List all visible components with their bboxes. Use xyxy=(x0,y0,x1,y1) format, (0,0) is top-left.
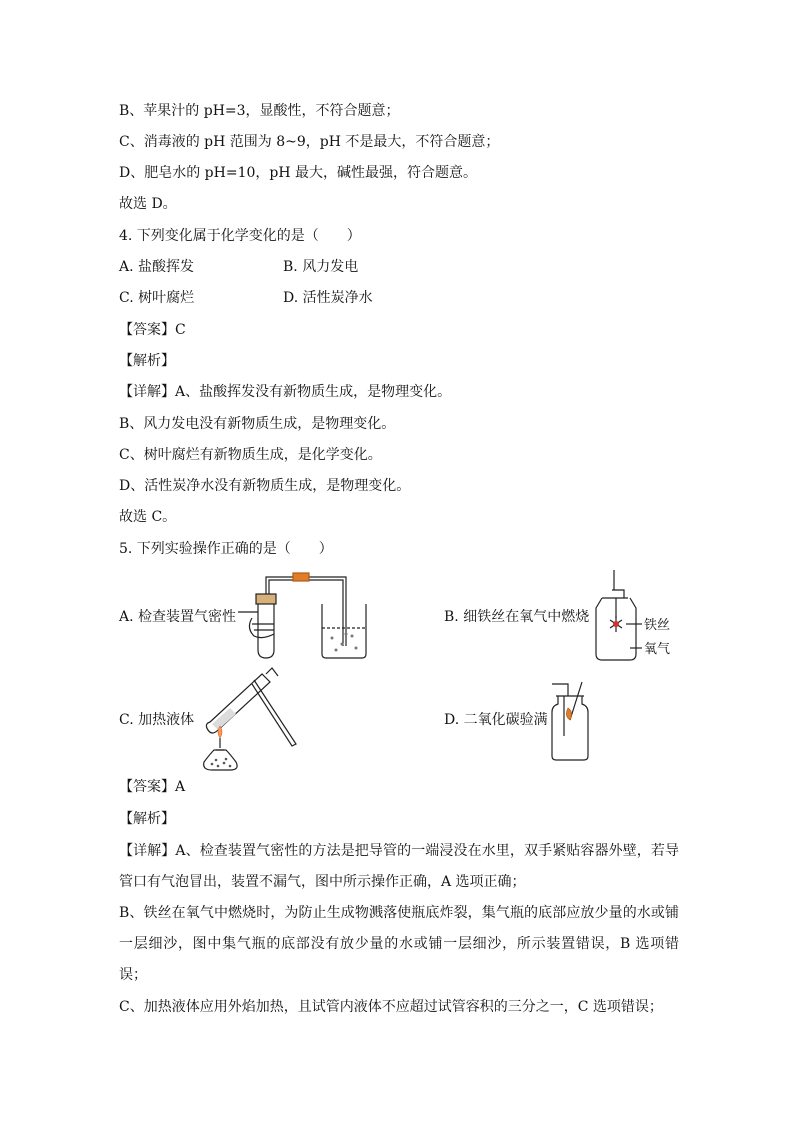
q5-stem: 5. 下列实验操作正确的是（ ） xyxy=(119,541,333,557)
q4-conclusion: 故选 C。 xyxy=(119,509,177,525)
q4-option-d: D. 活性炭净水 xyxy=(283,290,373,306)
q4-answer: 【答案】C xyxy=(119,322,186,338)
q4-option-a: A. 盐酸挥发 xyxy=(119,259,195,275)
figure-co2-full-test xyxy=(548,676,594,762)
q4-stem: 4. 下列变化属于化学变化的是（ ） xyxy=(119,228,361,244)
figure-b-label-wire: 铁丝 xyxy=(644,618,671,633)
figure-iron-wire-combustion xyxy=(590,568,680,663)
prev-conclusion: 故选 D。 xyxy=(119,196,177,212)
q5-option-b: B. 细铁丝在氧气中燃烧 xyxy=(444,609,590,625)
prev-analysis-b: B、苹果汁的 pH=3，显酸性，不符合题意； xyxy=(119,103,400,119)
q5-option-d: D. 二氧化碳验满 xyxy=(444,712,548,728)
q4-detail-c: C、树叶腐烂有新物质生成，是化学变化。 xyxy=(119,447,382,463)
q4-detail-d: D、活性炭净水没有新物质生成，是物理变化。 xyxy=(119,478,411,494)
q4-analysis-title: 【解析】 xyxy=(119,353,175,369)
q5-detail-c: C、加热液体应用外焰加热，且试管内液体不应超过试管容积的三分之一，C 选项错误； xyxy=(119,999,663,1015)
q5-detail-a: 【详解】A、检查装置气密性的方法是把导管的一端浸没在水里，双手紧贴容器外壁，若导管口有气泡冒出，装置不漏气，图中所示操作正确，A 选项正确； xyxy=(119,843,679,890)
prev-analysis-c: C、消毒液的 pH 范围为 8~9，pH 不是最大，不符合题意； xyxy=(119,134,500,150)
q5-option-c: C. 加热液体 xyxy=(119,712,195,728)
q4-option-b: B. 风力发电 xyxy=(283,259,359,275)
q5-option-a: A. 检查装置气密性 xyxy=(119,609,237,625)
q5-detail-b: B、铁丝在氧气中燃烧时，为防止生成物溅落使瓶底炸裂，集气瓶的底部应放少量的水或铺一层细沙，图中集气瓶的底部没有放少量的水或铺一层细沙，所示装置错误，B 选项错误； xyxy=(119,905,679,983)
q4-option-c: C. 树叶腐烂 xyxy=(119,290,195,306)
figure-airtightness-check xyxy=(238,570,378,662)
q4-detail-b: B、风力发电没有新物质生成，是物理变化。 xyxy=(119,416,396,432)
q4-detail-a: 【详解】A、盐酸挥发没有新物质生成，是物理变化。 xyxy=(119,384,452,400)
prev-analysis-d: D、肥皂水的 pH=10，pH 最大，碱性最强，符合题意。 xyxy=(119,165,478,181)
q5-answer: 【答案】A xyxy=(119,779,186,795)
q5-analysis-title: 【解析】 xyxy=(119,811,175,827)
figure-b-label-oxygen: 氧气 xyxy=(644,642,671,657)
figure-heating-liquid xyxy=(196,666,308,776)
